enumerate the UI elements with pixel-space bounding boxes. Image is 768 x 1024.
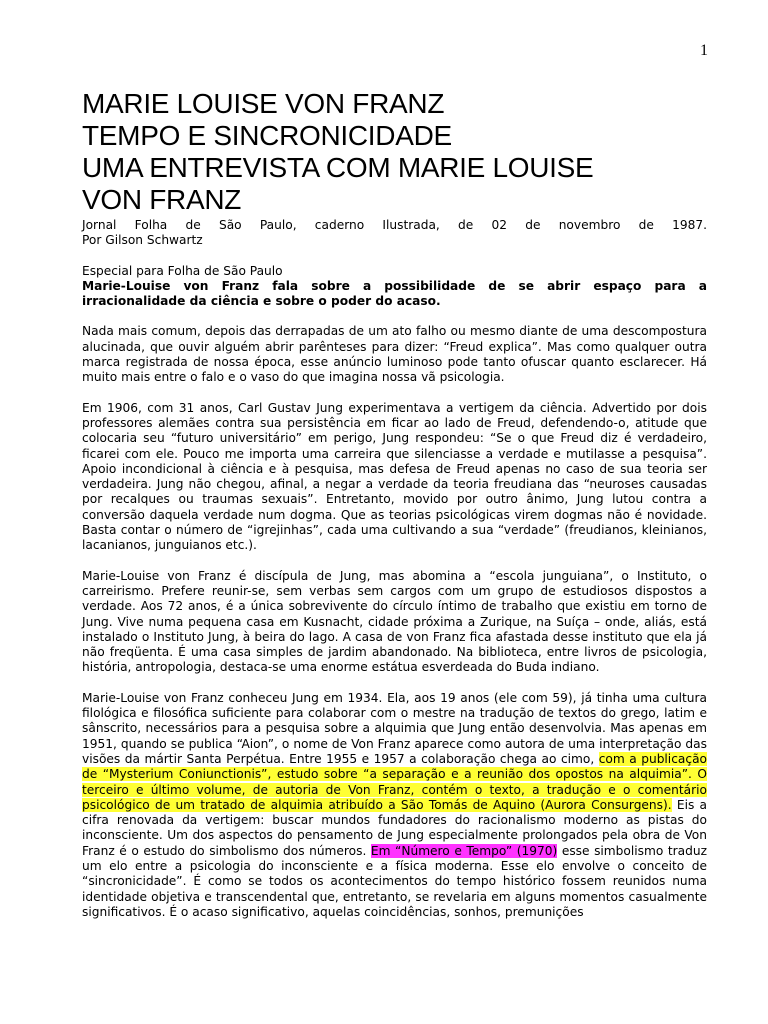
lead-paragraph: Marie-Louise von Franz fala sobre a possibilidade de se abrir espaço para a irracionalidade da ciência e sobre o poder do acaso. [82,278,707,309]
document-title [82,88,707,216]
title-line: MARIE LOUISE VON FRANZ [82,88,445,119]
paragraph-2: Em 1906, com 31 anos, Carl Gustav Jung experimentava a vertigem da ciência. Advertido por dois professores alemães contra sua persistência em ficar ao lado de Freud, defendendo-o, atitude que colocaria seu “futuro universitário” em perigo, Jung respondeu: “Se o que Freud diz é verdadeiro, ficarei com ele. Pouco me importa uma carreira que silenciasse a verdade e mutilasse a pesquisa”. Apoio incondicional à ciência e à pesquisa, mas defesa de Freud apenas no caso de sua teoria ser verdadeira. Jung não chegou, afinal, a negar a verdade da teoria freudiana das “neuroses causadas por recalques ou traumas sexuais”. Entretanto, movido por outro ânimo, Jung lutou contra a conversão daquela verdade num dogma. Que as teorias psicológicas virem dogmas não é novidade. Basta contar o número de “igrejinhas”, cada uma cultivando a sua “verdade” (freudianos, kleinianos, lacanianos, junguianos etc.). [82,400,707,553]
paragraph-3: Marie-Louise von Franz é discípula de Jung, mas abomina a “escola junguiana”, o Instituto, o carreirismo. Prefere reunir-se, sem verbas sem cargos com um grupo de estudiosos dispostos a verdade. Aos 72 anos, é a única sobrevivente do círculo íntimo de trabalho que existiu em torno de Jung. Vive numa pequena casa em Kusnacht, cidade próxima a Zurique, na Suíça – onde, aliás, está instalado o Instituto Jung, à beira do lago. A casa de von Franz fica afastada desse instituto que ela já não freqüenta. É uma casa simples de jardim abandonado. Na biblioteca, entre livros de psicologia, história, antropologia, destaca-se uma enorme estátua esverdeada do Buda indiano. [82,568,707,675]
yellow-highlight: com a publicação de “Mysterium Coniunctionis”, estudo sobre “a separação e a reunião dos opostos na alquimia”. O terceiro e último volume, de autoria de Von Franz, contém o texto, a tradução e o comentário psicológico de um tratado de alquimia atribuído a São Tomás de Aquino (Aurora Consurgens). [82,751,707,812]
title-line: VON FRANZ [82,184,242,215]
paragraph-4-text: esse simbolismo traduz um elo entre a psicologia do inconsciente e a física moderna. Esse elo envolve o conceito de “sincronicidade”. É como se todos os acontecimentos do tempo histórico fossem reunidos numa identidade objetiva e transcendental que, entretanto, se revelaria em alguns momentos casualmente significativos. É o acaso significativo, aquelas coincidências, sonhos, premunições [82,843,707,919]
paragraph-4-text: Eis a cifra renovada da vertigem: buscar mundos fundadores do racionalismo moderno as pistas do inconsciente. Um dos aspectos do pensamento de Jung especialmente prolongados pela obra de Von Franz é o estudo do simbolismo dos números. [82,797,708,858]
document-body [82,88,707,920]
paragraph-1: Nada mais comum, depois das derrapadas de um ato falho ou mesmo diante de uma descompostura alucinada, que ouvir alguém abrir parênteses para dizer: “Freud explica”. Mas como qualquer outra marca registrada de nossa época, esse anúncio luminoso pode tanto ofuscar quanto esclarecer. Há muito mais entre o falo e o vaso do que imagina nossa vã psicologia. [82,324,707,385]
title-line: TEMPO E SINCRONICIDADE [82,120,452,151]
special-line: Especial para Folha de São Paulo [82,263,283,278]
author-line: Por Gilson Schwartz [82,233,203,248]
source-info [82,218,707,279]
page-number: 1 [700,42,708,59]
paragraph-4-text: Marie-Louise von Franz conheceu Jung em 1934. Ela, aos 19 anos (ele com 59), já tinha uma cultura filológica e filosófica suficiente para colaborar com o mestre na tradução de textos do grego, latim e sânscrito, necessários para a pesquisa sobre a alquimia que Jung então desenvolvia. Mas apenas em 1951, quando se publica “Aion”, o nome de Von Franz aparece como autora de uma interpretação das visões da mártir Santa Perpétua. Entre 1955 e 1957 a colaboração chega ao cimo, [82,690,707,766]
title-line: UMA ENTREVISTA COM MARIE LOUISE [82,152,594,183]
magenta-highlight: Em “Número e Tempo” (1970) [370,843,558,858]
paragraph-4 [82,691,707,920]
source-line: Jornal Folha de São Paulo, caderno Ilustrada, de 02 de novembro de 1987. [82,218,707,232]
